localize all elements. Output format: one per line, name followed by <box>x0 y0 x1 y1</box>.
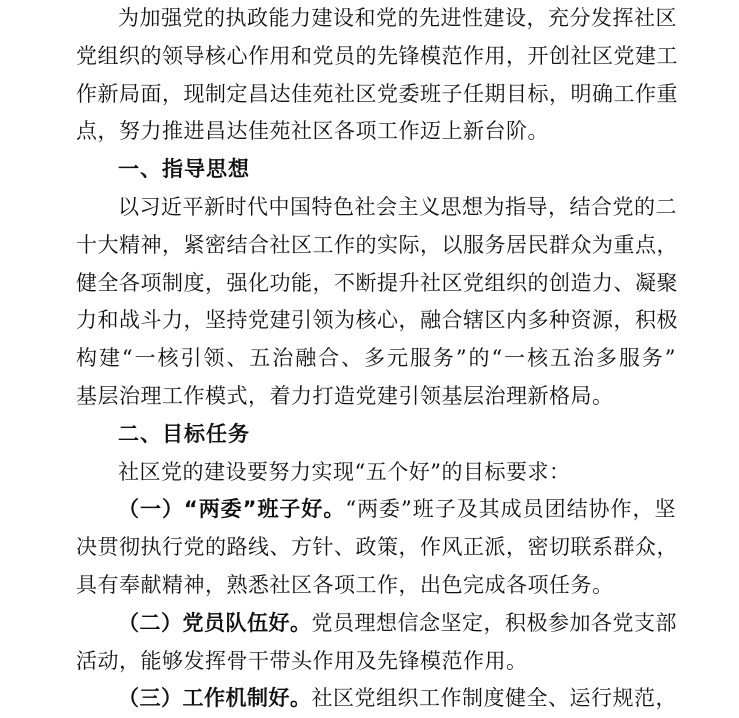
text-line: 健全各项制度，强化功能，不断提升社区党组织的创造力、凝聚 <box>76 270 678 295</box>
document-body <box>76 0 676 718</box>
text-line <box>76 491 676 529</box>
item-label: （三）工作机制好。 <box>118 686 312 711</box>
section-heading-guiding-ideology: 一、指导思想 <box>118 157 250 182</box>
item-label: （一）“两委”班子好。 <box>118 497 346 522</box>
text-line: 为加强党的执政能力建设和党的先进性建设，充分发挥社区 <box>118 6 677 30</box>
text-line: 点，努力推进昌达佳苑社区各项工作迈上新台阶。 <box>76 119 549 144</box>
item-label: （二）党员队伍好。 <box>118 610 312 635</box>
text-line: 党组织的领导核心作用和党员的先锋模范作用，开创社区党建工 <box>76 43 678 68</box>
goal-item-mechanism <box>76 680 676 718</box>
text-line: 活动，能够发挥骨干带头作用及先锋模范作用。 <box>76 648 528 673</box>
text-line: 力和战斗力，坚持党建引领为核心，融合辖区内多种资源，积极 <box>76 308 678 333</box>
goal-item-committee <box>76 491 676 604</box>
text-line <box>76 605 676 643</box>
text-line: 基层治理工作模式，着力打造党建引领基层治理新格局。 <box>76 383 614 408</box>
text-line: 决贯彻执行党的路线、方针、政策，作风正派，密切联系群众， <box>76 535 678 560</box>
text-line: 构建“一核引领、五治融合、多元服务”的“一核五治多服务” <box>76 346 676 371</box>
intro-paragraph <box>76 0 676 151</box>
goal-item-members <box>76 605 676 681</box>
item-text: “两委”班子及其成员团结协作，坚 <box>345 497 676 522</box>
guiding-ideology-paragraph <box>76 189 676 416</box>
text-line: 具有奉献精神，熟悉社区各项工作，出色完成各项任务。 <box>76 572 614 597</box>
text-line: 作新局面，现制定昌达佳苑社区党委班子任期目标，明确工作重 <box>76 81 678 106</box>
item-text: 社区党组织工作制度健全、运行规范， <box>311 686 677 711</box>
text-line <box>76 680 676 718</box>
goals-intro-line: 社区党的建设要努力实现“五个好”的目标要求： <box>118 459 571 484</box>
section-heading-goals-tasks: 二、目标任务 <box>118 421 250 446</box>
item-text: 党员理想信念坚定，积极参加各党支部 <box>311 610 677 635</box>
text-line: 十大精神，紧密结合社区工作的实际，以服务居民群众为重点， <box>76 232 678 257</box>
text-line: 以习近平新时代中国特色社会主义思想为指导，结合党的二 <box>118 194 677 219</box>
